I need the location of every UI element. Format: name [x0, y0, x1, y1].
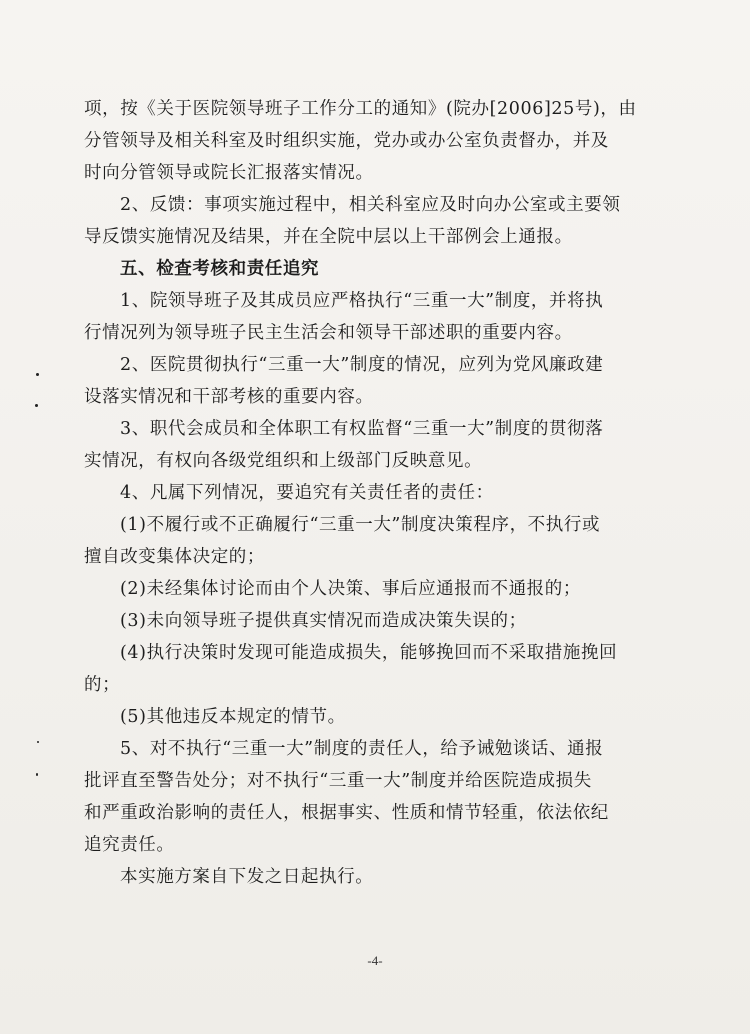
text-line: (4)执行决策时发现可能造成损失，能够挽回而不采取措施挽回 — [120, 643, 618, 663]
text-line: 2、医院贯彻执行“三重一大”制度的情况，应列为党风廉政建 — [120, 355, 604, 375]
text-line: 时向分管领导或院长汇报落实情况。 — [84, 163, 374, 183]
text-line: 的； — [84, 675, 121, 695]
text-line: 3、职代会成员和全体职工有权监督“三重一大”制度的贯彻落 — [120, 419, 604, 439]
text-line: 2、反馈：事项实施过程中，相关科室应及时向办公室或主要领 — [120, 195, 621, 215]
text-line: 设落实情况和干部考核的重要内容。 — [84, 387, 374, 407]
text-line: 导反馈实施情况及结果，并在全院中层以上干部例会上通报。 — [84, 227, 573, 247]
scan-speck — [36, 773, 38, 776]
text-line: 批评直至警告处分；对不执行“三重一大”制度并给医院造成损失 — [84, 771, 592, 791]
scan-speck — [37, 741, 39, 743]
text-line: 和严重政治影响的责任人，根据事实、性质和情节轻重，依法依纪 — [84, 803, 609, 823]
text-line: (3)未向领导班子提供真实情况而造成决策失误的； — [120, 611, 527, 631]
text-line: (2)未经集体讨论而由个人决策、事后应通报而不通报的； — [120, 579, 581, 599]
text-line: (5)其他违反本规定的情节。 — [120, 707, 346, 727]
scan-speck — [35, 404, 38, 407]
text-line: 1、院领导班子及其成员应严格执行“三重一大”制度，并将执 — [120, 291, 604, 311]
text-line: 项，按《关于医院领导班子工作分工的通知》(院办[2006]25号)，由 — [84, 99, 637, 119]
text-line: 4、凡属下列情况，要追究有关责任者的责任： — [120, 483, 494, 503]
text-line: 本实施方案自下发之日起执行。 — [120, 867, 374, 887]
text-line: 行情况列为领导班子民主生活会和领导干部述职的重要内容。 — [84, 323, 573, 343]
text-line: (1)不履行或不正确履行“三重一大”制度决策程序，不执行或 — [120, 515, 601, 535]
document-body — [84, 93, 684, 893]
scan-speck — [36, 373, 39, 376]
section-heading: 五、检查考核和责任追究 — [120, 259, 320, 279]
text-line: 实情况，有权向各级党组织和上级部门反映意见。 — [84, 451, 483, 471]
text-line: 5、对不执行“三重一大”制度的责任人，给予诫勉谈话、通报 — [120, 739, 604, 759]
text-line: 追究责任。 — [84, 835, 175, 855]
page-number: -4- — [367, 953, 383, 968]
text-line: 擅自改变集体决定的； — [84, 547, 265, 567]
text-line: 分管领导及相关科室及时组织实施，党办或办公室负责督办，并及 — [84, 131, 609, 151]
